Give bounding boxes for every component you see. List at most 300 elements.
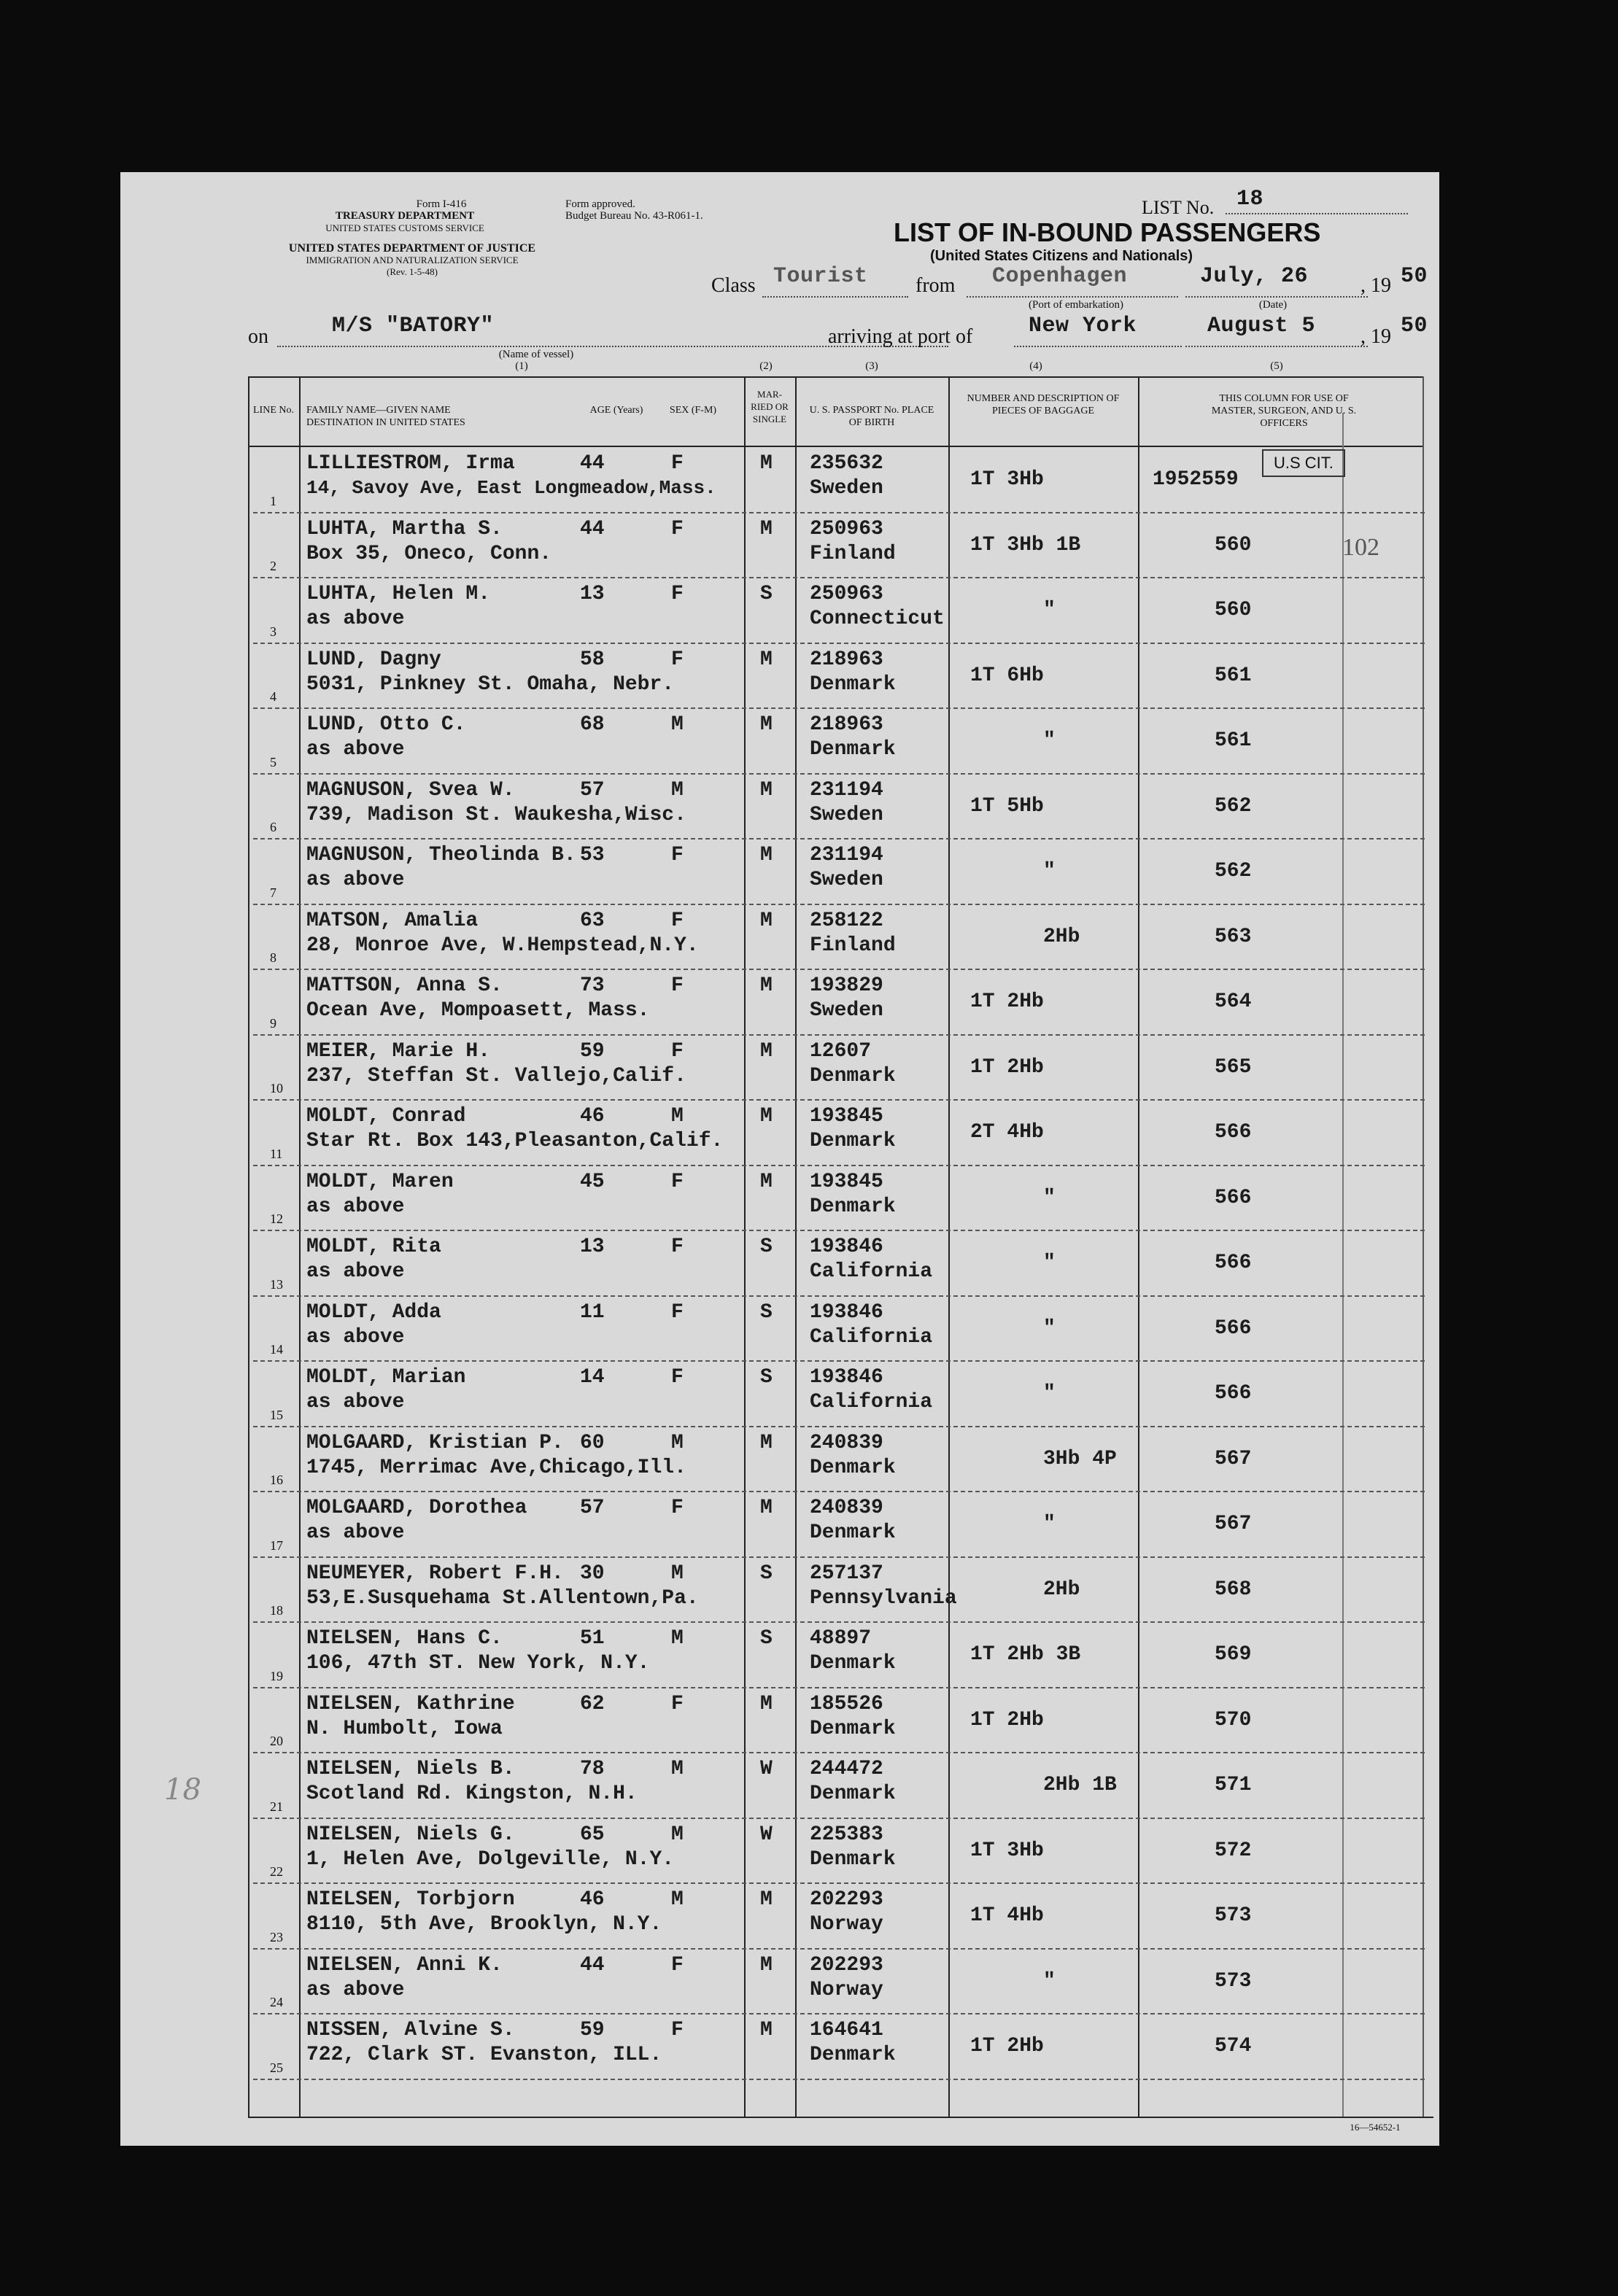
officer-number: 566 xyxy=(1215,1316,1252,1340)
table-row xyxy=(120,709,1439,775)
passport-number: 193846 xyxy=(810,1300,883,1324)
treasury-dept: TREASURY DEPARTMENT xyxy=(335,210,475,222)
place-of-birth: Norway xyxy=(810,1913,883,1936)
baggage: 1T 2Hb xyxy=(970,2035,1044,2058)
destination: 739, Madison St. Waukesha,Wisc. xyxy=(306,803,686,826)
sex: F xyxy=(671,517,684,540)
baggage: " xyxy=(1043,1316,1056,1340)
table-row xyxy=(120,1231,1439,1297)
age: 13 xyxy=(580,1236,605,1258)
sex: F xyxy=(671,1236,684,1258)
line-number: 5 xyxy=(270,754,276,769)
marital-status: M xyxy=(760,778,773,802)
left-margin-note: 18 xyxy=(164,1773,201,1807)
sex: F xyxy=(671,1300,684,1324)
col-header-married: MAR-RIED OR SINGLE xyxy=(751,389,789,424)
family-name: MOLGAARD, Dorothea xyxy=(306,1497,527,1519)
row-separator xyxy=(253,2079,1425,2080)
sex: F xyxy=(671,583,684,605)
family-name: NIELSEN, Hans C. xyxy=(306,1627,503,1650)
place-of-birth: Connecticut xyxy=(810,608,945,630)
arriving-label: arriving at port of xyxy=(828,325,973,348)
table-row xyxy=(120,578,1439,644)
col-header-sex: SEX (F-M) xyxy=(669,405,717,416)
marital-status: S xyxy=(760,1300,773,1324)
officer-number: 566 xyxy=(1215,1121,1252,1144)
family-name: NISSEN, Alvine S. xyxy=(306,2019,515,2041)
col-num-1: (1) xyxy=(515,360,528,372)
family-name: LUND, Otto C. xyxy=(306,713,466,736)
table-row xyxy=(120,448,1439,513)
marital-status: S xyxy=(760,1627,773,1650)
destination: N. Humbolt, Iowa xyxy=(306,1717,503,1740)
date-caption: (Date) xyxy=(1258,299,1288,311)
baggage: 1T 6Hb xyxy=(970,664,1044,687)
marital-status: M xyxy=(760,1953,773,1977)
customs-service: UNITED STATES CUSTOMS SERVICE xyxy=(325,222,484,233)
table-row xyxy=(120,1297,1439,1362)
age: 13 xyxy=(580,583,605,605)
age: 62 xyxy=(580,1692,605,1715)
baggage: 1T 3Hb xyxy=(970,468,1044,491)
marital-status: S xyxy=(760,1366,773,1389)
officer-number: 561 xyxy=(1215,729,1252,752)
list-no-label: LIST No. xyxy=(1142,197,1215,218)
table-top-border xyxy=(248,376,1422,378)
table-row xyxy=(120,2014,1439,2080)
age: 53 xyxy=(580,844,605,866)
from-label: from xyxy=(916,274,956,297)
officer-number: 573 xyxy=(1215,1904,1252,1927)
age: 46 xyxy=(580,1888,605,1911)
table-row xyxy=(120,513,1439,579)
officer-number: 560 xyxy=(1215,533,1252,556)
table-row xyxy=(120,1623,1439,1688)
table-bottom-border xyxy=(248,2117,1433,2118)
place-of-birth: Finland xyxy=(810,542,896,565)
passport-number: 250963 xyxy=(810,583,883,605)
sex: F xyxy=(671,844,684,866)
sex: M xyxy=(671,1888,684,1911)
sex: F xyxy=(671,1953,684,1977)
destination: as above xyxy=(306,1521,405,1544)
on-label: on xyxy=(248,325,268,348)
table-row xyxy=(120,839,1439,905)
officer-number: 564 xyxy=(1215,990,1252,1013)
place-of-birth: California xyxy=(810,1391,933,1413)
destination: as above xyxy=(306,1195,405,1218)
passport-number: 202293 xyxy=(810,1888,883,1911)
line-number: 13 xyxy=(270,1276,283,1292)
list-no-line xyxy=(1226,213,1408,214)
table-row xyxy=(120,970,1439,1036)
destination: 1745, Merrimac Ave,Chicago,Ill. xyxy=(306,1456,686,1479)
officer-number: 570 xyxy=(1215,1708,1252,1731)
marital-status: W xyxy=(760,1758,773,1780)
marital-status: S xyxy=(760,583,773,605)
class-value: Tourist xyxy=(773,264,868,289)
place-of-birth: Denmark xyxy=(810,1847,896,1871)
place-of-birth: Denmark xyxy=(810,1195,896,1218)
destination: as above xyxy=(306,738,405,761)
table-row xyxy=(120,644,1439,710)
age: 51 xyxy=(580,1627,605,1650)
officer-number: 566 xyxy=(1215,1252,1252,1274)
passport-number: 193846 xyxy=(810,1236,883,1258)
passport-number: 164641 xyxy=(810,2019,883,2041)
age: 45 xyxy=(580,1170,605,1193)
officer-number: 560 xyxy=(1215,599,1252,621)
destination: Scotland Rd. Kingston, N.H. xyxy=(306,1783,638,1805)
family-name: LUHTA, Martha S. xyxy=(306,517,503,540)
destination: as above xyxy=(306,869,405,891)
baggage: 1T 3Hb 1B xyxy=(970,533,1081,556)
baggage: " xyxy=(1043,1513,1056,1535)
destination: as above xyxy=(306,1260,405,1283)
col-num-4: (4) xyxy=(1029,360,1042,372)
passport-number: 193829 xyxy=(810,974,883,997)
justice-dept: UNITED STATES DEPARTMENT OF JUSTICE xyxy=(288,242,536,255)
place-of-birth: Denmark xyxy=(810,2044,896,2066)
officer-number: 566 xyxy=(1215,1186,1252,1209)
marital-status: M xyxy=(760,452,773,475)
marital-status: M xyxy=(760,1497,773,1519)
family-name: NEUMEYER, Robert F.H. xyxy=(306,1562,564,1585)
place-of-birth: Sweden xyxy=(810,477,883,500)
place-of-birth: Pennsylvania xyxy=(810,1586,957,1610)
officer-number: 569 xyxy=(1215,1643,1252,1666)
age: 30 xyxy=(580,1562,605,1585)
baggage: 1T 4Hb xyxy=(970,1904,1044,1927)
table-row xyxy=(120,1492,1439,1558)
passport-number: 48897 xyxy=(810,1627,872,1650)
passport-number: 185526 xyxy=(810,1692,883,1715)
destination: 106, 47th ST. New York, N.Y. xyxy=(306,1652,650,1675)
arrival-port: New York xyxy=(1029,314,1137,338)
age: 58 xyxy=(580,648,605,671)
arrival-date: August 5 xyxy=(1207,314,1316,338)
year-value-1: 50 xyxy=(1401,264,1428,289)
passport-number: 231194 xyxy=(810,844,883,866)
table-row xyxy=(120,1884,1439,1950)
destination: 1, Helen Ave, Dolgeville, N.Y. xyxy=(306,1847,675,1871)
table-row xyxy=(120,1950,1439,2015)
family-name: LUND, Dagny xyxy=(306,648,441,671)
form-number: Form I-416 xyxy=(416,198,467,210)
family-name: MAGNUSON, Svea W. xyxy=(306,778,515,802)
col-num-5: (5) xyxy=(1270,360,1283,372)
baggage: 1T 2Hb xyxy=(970,1055,1044,1079)
officer-number: 1952559 xyxy=(1153,468,1239,491)
passport-number: 218963 xyxy=(810,648,883,671)
col-header-officers: THIS COLUMN FOR USE OF MASTER, SURGEON, AND U. S. OFFICERS xyxy=(1211,393,1357,429)
officer-number: 565 xyxy=(1215,1055,1252,1079)
line-number: 10 xyxy=(270,1081,283,1095)
officer-number: 573 xyxy=(1215,1969,1252,1993)
passenger-list-form xyxy=(120,172,1439,2146)
line-number: 12 xyxy=(270,1211,283,1226)
line-number: 11 xyxy=(270,1146,283,1161)
marital-status: M xyxy=(760,844,773,866)
col-header-name: FAMILY NAME—GIVEN NAME DESTINATION IN UNITED STATES xyxy=(306,405,465,428)
form-title: LIST OF IN-BOUND PASSENGERS xyxy=(894,217,1321,247)
destination: 237, Steffan St. Vallejo,Calif. xyxy=(306,1064,686,1087)
baggage: 2Hb 1B xyxy=(1043,1774,1117,1796)
sex: M xyxy=(671,713,684,736)
age: 78 xyxy=(580,1758,605,1780)
revision: (Rev. 1-5-48) xyxy=(387,266,438,277)
col-header-age: AGE (Years) xyxy=(589,405,643,416)
destination: Box 35, Oneco, Conn. xyxy=(306,542,552,565)
age: 65 xyxy=(580,1823,605,1846)
baggage: 1T 5Hb xyxy=(970,794,1044,818)
passport-number: 193846 xyxy=(810,1366,883,1389)
marital-status: M xyxy=(760,648,773,671)
age: 60 xyxy=(580,1431,605,1454)
marital-status: S xyxy=(760,1236,773,1258)
line-number: 2 xyxy=(270,559,276,573)
place-of-birth: Sweden xyxy=(810,999,883,1022)
place-of-birth: Denmark xyxy=(810,1652,896,1675)
passport-number: 218963 xyxy=(810,713,883,736)
family-name: MATTSON, Anna S. xyxy=(306,974,503,997)
destination: as above xyxy=(306,1391,405,1413)
form-subtitle: (United States Citizens and Nationals) xyxy=(930,248,1193,264)
ins-service: IMMIGRATION AND NATURALIZATION SERVICE xyxy=(306,255,519,265)
marital-status: M xyxy=(760,909,773,932)
passport-number: 202293 xyxy=(810,1953,883,1977)
age: 59 xyxy=(580,2019,605,2041)
form-code: 16—54652-1 xyxy=(1350,2122,1401,2133)
marital-status: M xyxy=(760,1431,773,1454)
col-num-2: (2) xyxy=(759,360,773,372)
place-of-birth: Sweden xyxy=(810,803,883,826)
place-of-birth: Denmark xyxy=(810,1130,896,1152)
baggage: " xyxy=(1043,1969,1056,1993)
destination: as above xyxy=(306,1325,405,1349)
place-of-birth: Denmark xyxy=(810,1064,896,1087)
line-number: 24 xyxy=(270,1995,283,2009)
destination: 53,E.Susquehama St.Allentown,Pa. xyxy=(306,1586,699,1610)
line-number: 8 xyxy=(270,950,276,965)
list-no-value: 18 xyxy=(1236,187,1264,212)
table-row xyxy=(120,1753,1439,1819)
sex: M xyxy=(671,1823,684,1846)
table-row xyxy=(120,1819,1439,1885)
marital-status: M xyxy=(760,1105,773,1128)
officer-number: 563 xyxy=(1215,925,1252,948)
year-prefix-1: , 19 xyxy=(1360,274,1391,297)
arrival-port-line xyxy=(1014,346,1182,347)
sex: F xyxy=(671,1497,684,1519)
officer-number: 562 xyxy=(1215,860,1252,883)
col-num-3: (3) xyxy=(865,360,878,372)
table-row xyxy=(120,1688,1439,1754)
marital-status: M xyxy=(760,1170,773,1193)
line-number: 17 xyxy=(270,1537,283,1553)
officer-number: 568 xyxy=(1215,1578,1252,1601)
class-line xyxy=(762,296,908,298)
age: 73 xyxy=(580,974,605,997)
budget-bureau: Budget Bureau No. 43-R061-1. xyxy=(565,210,703,222)
place-of-birth: Denmark xyxy=(810,672,896,696)
destination: as above xyxy=(306,608,405,630)
vessel-name: M/S "BATORY" xyxy=(332,314,495,338)
age: 63 xyxy=(580,909,605,932)
age: 44 xyxy=(580,517,605,540)
line-number: 7 xyxy=(270,885,276,900)
sex: M xyxy=(671,1627,684,1650)
destination: 28, Monroe Ave, W.Hempstead,N.Y. xyxy=(306,934,699,957)
line-number: 16 xyxy=(270,1473,283,1487)
us-citizen-stamp: U.S CIT. xyxy=(1262,449,1345,477)
line-number: 9 xyxy=(270,1015,276,1031)
sex: F xyxy=(671,974,684,997)
sex: F xyxy=(671,648,684,671)
baggage: " xyxy=(1043,1252,1056,1274)
marital-status: M xyxy=(760,974,773,997)
officer-number: 572 xyxy=(1215,1839,1252,1862)
baggage: 1T 3Hb xyxy=(970,1839,1044,1862)
place-of-birth: Sweden xyxy=(810,869,883,891)
officer-number: 574 xyxy=(1215,2035,1252,2058)
table-row xyxy=(120,1166,1439,1232)
col-header-baggage: NUMBER AND DESCRIPTION OF PIECES OF BAGGAGE xyxy=(967,393,1120,416)
family-name: MOLDT, Maren xyxy=(306,1170,454,1193)
marital-status: M xyxy=(760,713,773,736)
age: 59 xyxy=(580,1039,605,1063)
date-line xyxy=(1185,296,1368,298)
passport-number: 193845 xyxy=(810,1170,883,1193)
baggage: " xyxy=(1043,1186,1056,1209)
family-name: NIELSEN, Torbjorn xyxy=(306,1888,515,1911)
destination: 8110, 5th Ave, Brooklyn, N.Y. xyxy=(306,1913,662,1936)
passport-number: 240839 xyxy=(810,1431,883,1454)
sex: F xyxy=(671,2019,684,2041)
passport-number: 235632 xyxy=(810,452,883,475)
margin-note-102: 102 xyxy=(1342,534,1379,561)
sex: F xyxy=(671,1170,684,1193)
passport-number: 231194 xyxy=(810,778,883,802)
marital-status: M xyxy=(760,1692,773,1715)
baggage: " xyxy=(1043,729,1056,752)
baggage: 1T 2Hb xyxy=(970,990,1044,1013)
line-number: 20 xyxy=(270,1734,283,1748)
family-name: NIELSEN, Kathrine xyxy=(306,1692,515,1715)
place-of-birth: Denmark xyxy=(810,1521,896,1544)
family-name: MOLDT, Conrad xyxy=(306,1105,466,1128)
passport-number: 193845 xyxy=(810,1105,883,1128)
passport-number: 12607 xyxy=(810,1039,872,1063)
year-value-2: 50 xyxy=(1401,314,1428,338)
line-number: 22 xyxy=(270,1864,283,1879)
line-number: 15 xyxy=(270,1407,283,1422)
baggage: 1T 2Hb 3B xyxy=(970,1643,1081,1666)
from-value: Copenhagen xyxy=(992,264,1128,289)
passport-number: 250963 xyxy=(810,517,883,540)
marital-status: M xyxy=(760,2019,773,2041)
age: 57 xyxy=(580,778,605,802)
passport-number: 257137 xyxy=(810,1562,883,1585)
form-approved: Form approved. xyxy=(565,198,635,210)
col-header-line-no: LINE No. xyxy=(253,405,294,416)
passport-number: 244472 xyxy=(810,1758,883,1780)
from-line xyxy=(967,296,1178,298)
passport-number: 258122 xyxy=(810,909,883,932)
age: 57 xyxy=(580,1497,605,1519)
marital-status: M xyxy=(760,517,773,540)
age: 68 xyxy=(580,713,605,736)
age: 44 xyxy=(580,452,605,475)
officer-number: 567 xyxy=(1215,1447,1252,1470)
line-number: 1 xyxy=(270,493,276,508)
officer-number: 566 xyxy=(1215,1382,1252,1405)
table-row xyxy=(120,1036,1439,1101)
family-name: MATSON, Amalia xyxy=(306,909,479,932)
date-value: July, 26 xyxy=(1200,264,1309,289)
sex: F xyxy=(671,1366,684,1389)
family-name: NIELSEN, Anni K. xyxy=(306,1953,503,1977)
line-number: 19 xyxy=(270,1668,283,1683)
officer-number: 571 xyxy=(1215,1774,1252,1796)
baggage: " xyxy=(1043,599,1056,621)
baggage: 2T 4Hb xyxy=(970,1121,1044,1144)
destination: 14, Savoy Ave, East Longmeadow,Mass. xyxy=(306,477,716,499)
place-of-birth: Denmark xyxy=(810,1717,896,1740)
marital-status: S xyxy=(760,1562,773,1585)
destination: 5031, Pinkney St. Omaha, Nebr. xyxy=(306,672,675,696)
family-name: MAGNUSON, Theolinda B. xyxy=(306,844,576,866)
line-number: 25 xyxy=(270,2060,283,2075)
family-name: NIELSEN, Niels G. xyxy=(306,1823,515,1846)
baggage: " xyxy=(1043,1382,1056,1405)
age: 14 xyxy=(580,1366,605,1389)
age: 46 xyxy=(580,1105,605,1128)
sex: F xyxy=(671,909,684,932)
sex: F xyxy=(671,1692,684,1715)
place-of-birth: Finland xyxy=(810,934,896,957)
port-embark-caption: (Port of embarkation) xyxy=(1029,299,1123,311)
baggage: " xyxy=(1043,860,1056,883)
baggage: 2Hb xyxy=(1043,925,1080,948)
col-header-passport: U. S. PASSPORT No. PLACE OF BIRTH xyxy=(809,405,934,428)
destination: Star Rt. Box 143,Pleasanton,Calif. xyxy=(306,1130,724,1152)
class-label: Class xyxy=(711,274,756,297)
year-prefix-2: , 19 xyxy=(1360,325,1391,348)
line-number: 6 xyxy=(270,820,276,834)
table-row xyxy=(120,775,1439,840)
destination: as above xyxy=(306,1978,405,2001)
destination: 722, Clark ST. Evanston, ILL. xyxy=(306,2044,662,2066)
sex: M xyxy=(671,1431,684,1454)
destination: Ocean Ave, Mompoasett, Mass. xyxy=(306,999,650,1022)
line-number: 23 xyxy=(270,1929,283,1944)
place-of-birth: Norway xyxy=(810,1978,883,2001)
line-number: 4 xyxy=(270,689,276,704)
family-name: NIELSEN, Niels B. xyxy=(306,1758,515,1780)
sex: M xyxy=(671,778,684,802)
line-number: 3 xyxy=(270,624,276,639)
family-name: LILLIESTROM, Irma xyxy=(306,452,515,475)
officer-number: 561 xyxy=(1215,664,1252,687)
sex: M xyxy=(671,1562,684,1585)
line-number: 14 xyxy=(270,1342,283,1357)
arrival-date-line xyxy=(1185,346,1368,347)
family-name: MOLGAARD, Kristian P. xyxy=(306,1431,564,1454)
baggage: 2Hb xyxy=(1043,1578,1080,1601)
table-row xyxy=(120,1558,1439,1624)
family-name: LUHTA, Helen M. xyxy=(306,583,491,605)
